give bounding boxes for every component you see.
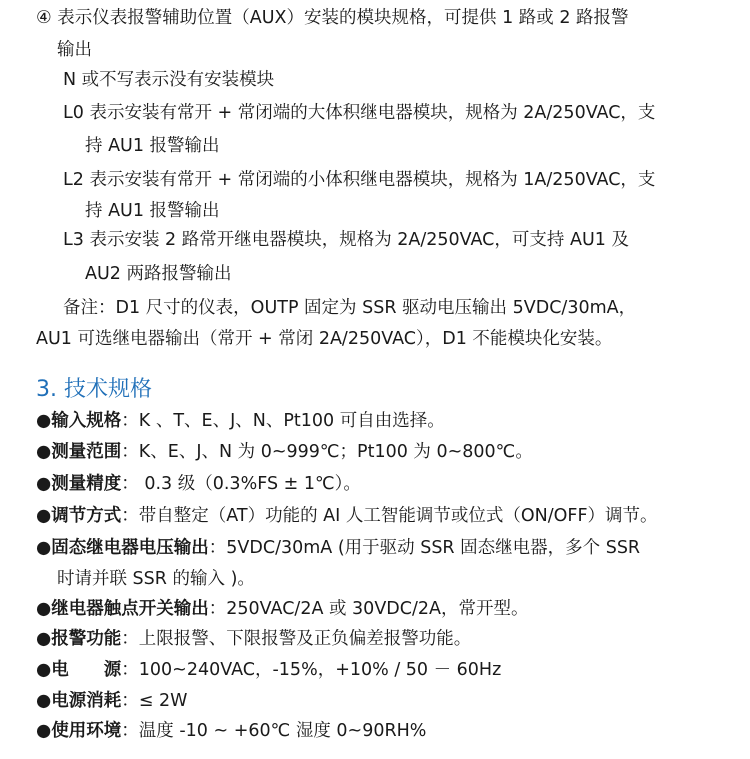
bullet: ● xyxy=(36,660,52,680)
spec-value: ：K、E、J、N 为 0~999℃；Pt100 为 0~800℃。 xyxy=(121,442,533,462)
spec-label: 固态继电器电压输出 xyxy=(51,538,209,558)
spec-label: 继电器触点开关输出 xyxy=(51,599,209,619)
item4-line1: ④ 表示仪表报警辅助位置（AUX）安装的模块规格，可提供 1 路或 2 路报警 xyxy=(36,8,629,28)
spec-item-range xyxy=(36,440,533,464)
l3-option-line1: L3 表示安装 2 路常开继电器模块，规格为 2A/250VAC，可支持 AU1 及 xyxy=(63,230,629,250)
l3-option-line2: AU2 两路报警输出 xyxy=(85,264,232,284)
spec-item-ssr-output xyxy=(36,536,640,560)
bullet: ● xyxy=(36,721,52,741)
spec-item-alarm xyxy=(36,627,471,651)
spec-label: 测量精度 xyxy=(51,474,122,494)
spec-label: 测量范围 xyxy=(51,442,122,462)
spec-item-environment xyxy=(36,719,426,743)
spec-item-input xyxy=(36,409,445,433)
note-line1: 备注：D1 尺寸的仪表，OUTP 固定为 SSR 驱动电压输出 5VDC/30mA， xyxy=(63,298,637,318)
spec-value: ：≤ 2W xyxy=(121,691,188,711)
l2-option-line1: L2 表示安装有常开 + 常闭端的小体积继电器模块，规格为 1A/250VAC，支 xyxy=(63,170,656,190)
section-title: 3. 技术规格 xyxy=(36,377,152,402)
spec-value: ：上限报警、下限报警及正负偏差报警功能。 xyxy=(121,629,472,649)
spec-label: 调节方式 xyxy=(51,506,122,526)
bullet: ● xyxy=(36,474,52,494)
spec-label: 报警功能 xyxy=(51,629,122,649)
n-option-line: N 或不写表示没有安装模块 xyxy=(63,70,275,90)
bullet: ● xyxy=(36,538,52,558)
spec-label: 电源消耗 xyxy=(51,691,122,711)
spec-item-consumption xyxy=(36,689,187,713)
spec-item-ssr-output-cont: 时请并联 SSR 的输入 )。 xyxy=(57,569,255,589)
spec-value: ：K 、T、E、J、N、Pt100 可自由选择。 xyxy=(121,411,445,431)
spec-item-relay-output xyxy=(36,597,528,621)
spec-label: 电 源 xyxy=(51,660,122,680)
bullet: ● xyxy=(36,629,52,649)
spec-label: 输入规格 xyxy=(51,411,122,431)
spec-value: ：100~240VAC，-15%，+10% / 50 － 60Hz xyxy=(121,660,502,680)
bullet: ● xyxy=(36,691,52,711)
bullet: ● xyxy=(36,506,52,526)
spec-item-power xyxy=(36,658,501,682)
l0-option-line1: L0 表示安装有常开 + 常闭端的大体积继电器模块，规格为 2A/250VAC，支 xyxy=(63,103,656,123)
note-line2: AU1 可选继电器输出（常开 + 常闭 2A/250VAC），D1 不能模块化安装。 xyxy=(36,329,613,349)
spec-value: ：温度 -10 ~ +60℃ 湿度 0~90RH% xyxy=(121,721,427,741)
item4-line2: 输出 xyxy=(57,40,92,60)
spec-label: 使用环境 xyxy=(51,721,122,741)
spec-item-control xyxy=(36,504,658,528)
spec-item-accuracy xyxy=(36,472,361,496)
spec-value: ： 0.3 级（0.3%FS ± 1℃）。 xyxy=(121,474,361,494)
spec-value: ：250VAC/2A 或 30VDC/2A，常开型。 xyxy=(208,599,529,619)
spec-value: ：带自整定（AT）功能的 AI 人工智能调节或位式（ON/OFF）调节。 xyxy=(121,506,658,526)
l0-option-line2: 持 AU1 报警输出 xyxy=(85,136,220,156)
bullet: ● xyxy=(36,442,52,462)
bullet: ● xyxy=(36,411,52,431)
bullet: ● xyxy=(36,599,52,619)
l2-option-line2: 持 AU1 报警输出 xyxy=(85,201,220,221)
spec-value: ：5VDC/30mA (用于驱动 SSR 固态继电器，多个 SSR xyxy=(208,538,641,558)
